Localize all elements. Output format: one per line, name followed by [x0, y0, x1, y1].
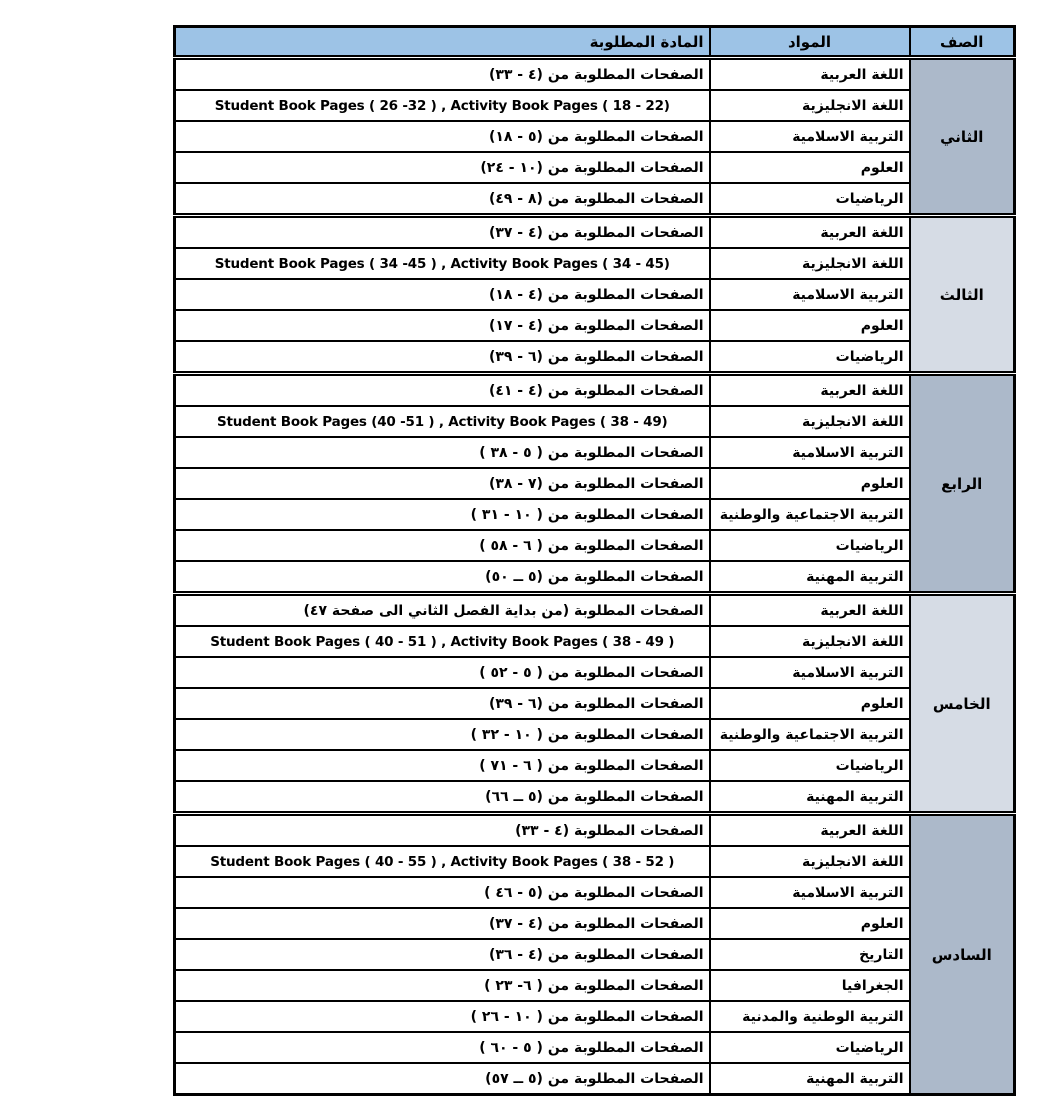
table-row: [175, 561, 1015, 594]
table-row: [175, 437, 1015, 468]
subject-cell: اللغة الانجليزية: [710, 626, 910, 657]
table-row: [175, 908, 1015, 939]
table-row: [175, 279, 1015, 310]
subject-cell: العلوم: [710, 468, 910, 499]
subject-cell: التربية المهنية: [710, 781, 910, 814]
requirement-cell: الصفحات المطلوبة من (٥ - ٤٦ ): [175, 877, 710, 908]
requirement-cell: Student Book Pages ( 40 - 51 ) , Activity Book Pages ( 38 - 49 ): [175, 626, 710, 657]
requirement-cell: Student Book Pages ( 26 -32 ) , Activity Book Pages ( 18 - 22): [175, 90, 710, 121]
table-row: [175, 1032, 1015, 1063]
requirement-cell: الصفحات المطلوبة من ( ٥ - ٦٠ ): [175, 1032, 710, 1063]
subject-cell: التربية الاسلامية: [710, 437, 910, 468]
table-row: [175, 970, 1015, 1001]
requirement-cell: الصفحات المطلوبة من ( ١٠ - ٢٦ ): [175, 1001, 710, 1032]
subject-cell: التربية الاسلامية: [710, 121, 910, 152]
subject-cell: العلوم: [710, 310, 910, 341]
grade-cell: السادس: [910, 814, 1015, 1095]
subject-cell: التربية الاسلامية: [710, 279, 910, 310]
requirement-cell: الصفحات المطلوبة من (٦ - ٣٩): [175, 341, 710, 374]
subject-cell: اللغة العربية: [710, 216, 910, 249]
requirement-cell: الصفحات المطلوبة من (٤ - ٤١): [175, 374, 710, 407]
requirement-cell: الصفحات المطلوبة (من بداية الفصل الثاني الى صفحة ٤٧): [175, 594, 710, 627]
requirement-cell: الصفحات المطلوبة من (٥ ــ ٥٧): [175, 1063, 710, 1095]
header-row: [175, 27, 1015, 58]
requirement-cell: الصفحات المطلوبة من (٤ - ٣٦): [175, 939, 710, 970]
subject-cell: الرياضيات: [710, 341, 910, 374]
requirement-cell: الصفحات المطلوبة من (٤ - ١٨): [175, 279, 710, 310]
grade-cell: الرابع: [910, 374, 1015, 594]
requirement-cell: الصفحات المطلوبة من ( ١٠ - ٣١ ): [175, 499, 710, 530]
requirement-cell: Student Book Pages ( 34 -45 ) , Activity Book Pages ( 34 - 45): [175, 248, 710, 279]
subject-cell: التربية المهنية: [710, 1063, 910, 1095]
table-row: [175, 594, 1015, 627]
subject-cell: الجغرافيا: [710, 970, 910, 1001]
header-grade: الصف: [910, 27, 1015, 58]
table-row: [175, 58, 1015, 91]
table-row: [175, 846, 1015, 877]
table-row: [175, 216, 1015, 249]
subject-cell: اللغة العربية: [710, 374, 910, 407]
table-row: [175, 939, 1015, 970]
requirement-cell: الصفحات المطلوبة من ( ٥ - ٣٨ ): [175, 437, 710, 468]
table-row: [175, 406, 1015, 437]
grade-group: [175, 58, 1015, 216]
requirement-cell: Student Book Pages ( 40 - 55 ) , Activity Book Pages ( 38 - 52 ): [175, 846, 710, 877]
requirement-cell: الصفحات المطلوبة من ( ١٠ - ٣٢ ): [175, 719, 710, 750]
grade-cell: الثاني: [910, 58, 1015, 216]
table-row: [175, 183, 1015, 216]
subject-cell: اللغة الانجليزية: [710, 248, 910, 279]
subject-cell: التربية الوطنية والمدنية: [710, 1001, 910, 1032]
requirements-table-wrap: [173, 25, 1016, 1096]
requirement-cell: الصفحات المطلوبة من (٥ - ١٨): [175, 121, 710, 152]
subject-cell: اللغة العربية: [710, 594, 910, 627]
requirement-cell: الصفحات المطلوبة من ( ٦ - ٥٨ ): [175, 530, 710, 561]
requirement-cell: الصفحات المطلوبة من ( ٥ - ٥٢ ): [175, 657, 710, 688]
header-subjects: المواد: [710, 27, 910, 58]
requirement-cell: Student Book Pages (40 -51 ) , Activity Book Pages ( 38 - 49): [175, 406, 710, 437]
subject-cell: الرياضيات: [710, 530, 910, 561]
requirement-cell: الصفحات المطلوبة من (٥ ــ ٦٦): [175, 781, 710, 814]
subject-cell: التربية الاجتماعية والوطنية: [710, 719, 910, 750]
table-row: [175, 530, 1015, 561]
requirement-cell: الصفحات المطلوبة من ( ٦ - ٧١ ): [175, 750, 710, 781]
subject-cell: التربية المهنية: [710, 561, 910, 594]
subject-cell: التربية الاسلامية: [710, 657, 910, 688]
table-row: [175, 1001, 1015, 1032]
table-row: [175, 121, 1015, 152]
grade-group: [175, 594, 1015, 814]
requirement-cell: الصفحات المطلوبة من (٤ - ٣٧): [175, 908, 710, 939]
table-row: [175, 341, 1015, 374]
subject-cell: التربية الاسلامية: [710, 877, 910, 908]
requirement-cell: الصفحات المطلوبة من (٤ - ٣٣): [175, 58, 710, 91]
table-row: [175, 626, 1015, 657]
table-header: [175, 27, 1015, 58]
requirement-cell: الصفحات المطلوبة من (٦ - ٣٩): [175, 688, 710, 719]
subject-cell: الرياضيات: [710, 1032, 910, 1063]
subject-cell: اللغة الانجليزية: [710, 90, 910, 121]
subject-cell: اللغة العربية: [710, 814, 910, 847]
requirement-cell: الصفحات المطلوبة من (١٠ - ٢٤): [175, 152, 710, 183]
grade-group: [175, 814, 1015, 1095]
table-row: [175, 688, 1015, 719]
requirement-cell: الصفحات المطلوبة (٤ - ٣٣): [175, 814, 710, 847]
grade-group: [175, 216, 1015, 374]
grade-cell: الخامس: [910, 594, 1015, 814]
table-row: [175, 248, 1015, 279]
grade-group: [175, 374, 1015, 594]
subject-cell: التاريخ: [710, 939, 910, 970]
subject-cell: العلوم: [710, 688, 910, 719]
subject-cell: اللغة الانجليزية: [710, 406, 910, 437]
requirement-cell: الصفحات المطلوبة من (٧ - ٣٨): [175, 468, 710, 499]
table-row: [175, 90, 1015, 121]
subject-cell: العلوم: [710, 908, 910, 939]
table-row: [175, 814, 1015, 847]
subject-cell: اللغة العربية: [710, 58, 910, 91]
table-row: [175, 152, 1015, 183]
table-row: [175, 657, 1015, 688]
requirement-cell: الصفحات المطلوبة من ( ٦- ٢٣ ): [175, 970, 710, 1001]
header-material: المادة المطلوبة: [175, 27, 710, 58]
requirement-cell: الصفحات المطلوبة من (٥ ــ ٥٠): [175, 561, 710, 594]
table-row: [175, 468, 1015, 499]
requirement-cell: الصفحات المطلوبة من (٤ - ٣٧): [175, 216, 710, 249]
requirement-cell: الصفحات المطلوبة من (٨ - ٤٩): [175, 183, 710, 216]
requirements-table: [173, 25, 1016, 1096]
table-row: [175, 1063, 1015, 1095]
table-row: [175, 499, 1015, 530]
subject-cell: اللغة الانجليزية: [710, 846, 910, 877]
table-row: [175, 781, 1015, 814]
subject-cell: الرياضيات: [710, 183, 910, 216]
table-row: [175, 719, 1015, 750]
table-row: [175, 750, 1015, 781]
table-row: [175, 374, 1015, 407]
table-row: [175, 877, 1015, 908]
requirement-cell: الصفحات المطلوبة من (٤ - ١٧): [175, 310, 710, 341]
subject-cell: التربية الاجتماعية والوطنية: [710, 499, 910, 530]
grade-cell: الثالث: [910, 216, 1015, 374]
subject-cell: الرياضيات: [710, 750, 910, 781]
subject-cell: العلوم: [710, 152, 910, 183]
table-row: [175, 310, 1015, 341]
